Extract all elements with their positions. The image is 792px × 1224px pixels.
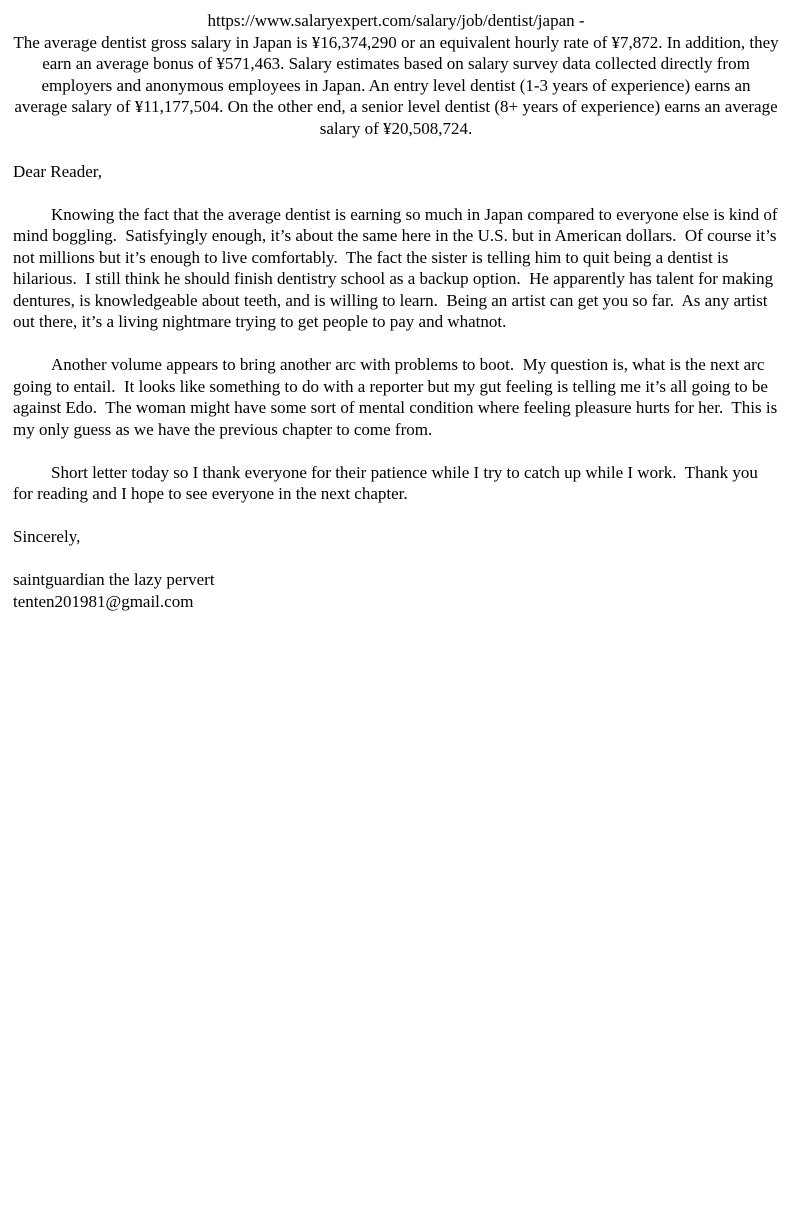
salutation: Dear Reader, (13, 161, 102, 181)
salary-quote: The average dentist gross salary in Japan is ¥16,374,290 or an equivalent hourly rate of ¥7,872. In addition, they earn an average bonus of ¥571,463. Salary estimates based on salary survey data collected directly from employers and anonymous employees in Japan. An entry level dentist (1-3 years of experience) earns an average salary of ¥11,177,504. On the other end, a senior level dentist (8+ years of experience) earns an average salary of ¥20,508,724. (13, 32, 783, 138)
source-header (13, 10, 783, 139)
body-paragraph-3: Short letter today so I thank everyone for their patience while I try to catch up while I work. Thank you for reading and I hope to see everyone in the next chapter. (13, 462, 763, 503)
body-paragraph-2: Another volume appears to bring another arc with problems to boot. My question is, what is the next arc going to entail. It looks like something to do with a reporter but my gut feeling is telling me it’s all going to be against Edo. The woman might have some sort of mental condition where feeling pleasure hurts for her. This is my only guess as we have the previous chapter to come from. (13, 355, 782, 439)
body-paragraph-1: Knowing the fact that the average dentist is earning so much in Japan compared to everyone else is kind of mind boggling. Satisfyingly enough, it’s about the same here in the U.S. but in American dollars. Of course it’s not millions but it’s enough to live comfortably. The fact the sister is telling him to quit being a dentist is hilarious. I still think he should finish dentistry school as a backup option. He apparently has talent for making dentures, is knowledgeable about teeth, and is willing to learn. Being an artist can get you so far. As any artist out there, it’s a living nightmare trying to get people to pay and whatnot. (13, 204, 782, 331)
signature-block (13, 569, 779, 612)
signature-email: tenten201981@gmail.com (13, 591, 194, 611)
signature-name: saintguardian the lazy pervert (13, 570, 215, 589)
closing: Sincerely, (13, 527, 81, 546)
source-url: https://www.salaryexpert.com/salary/job/dentist/japan - (207, 11, 585, 30)
